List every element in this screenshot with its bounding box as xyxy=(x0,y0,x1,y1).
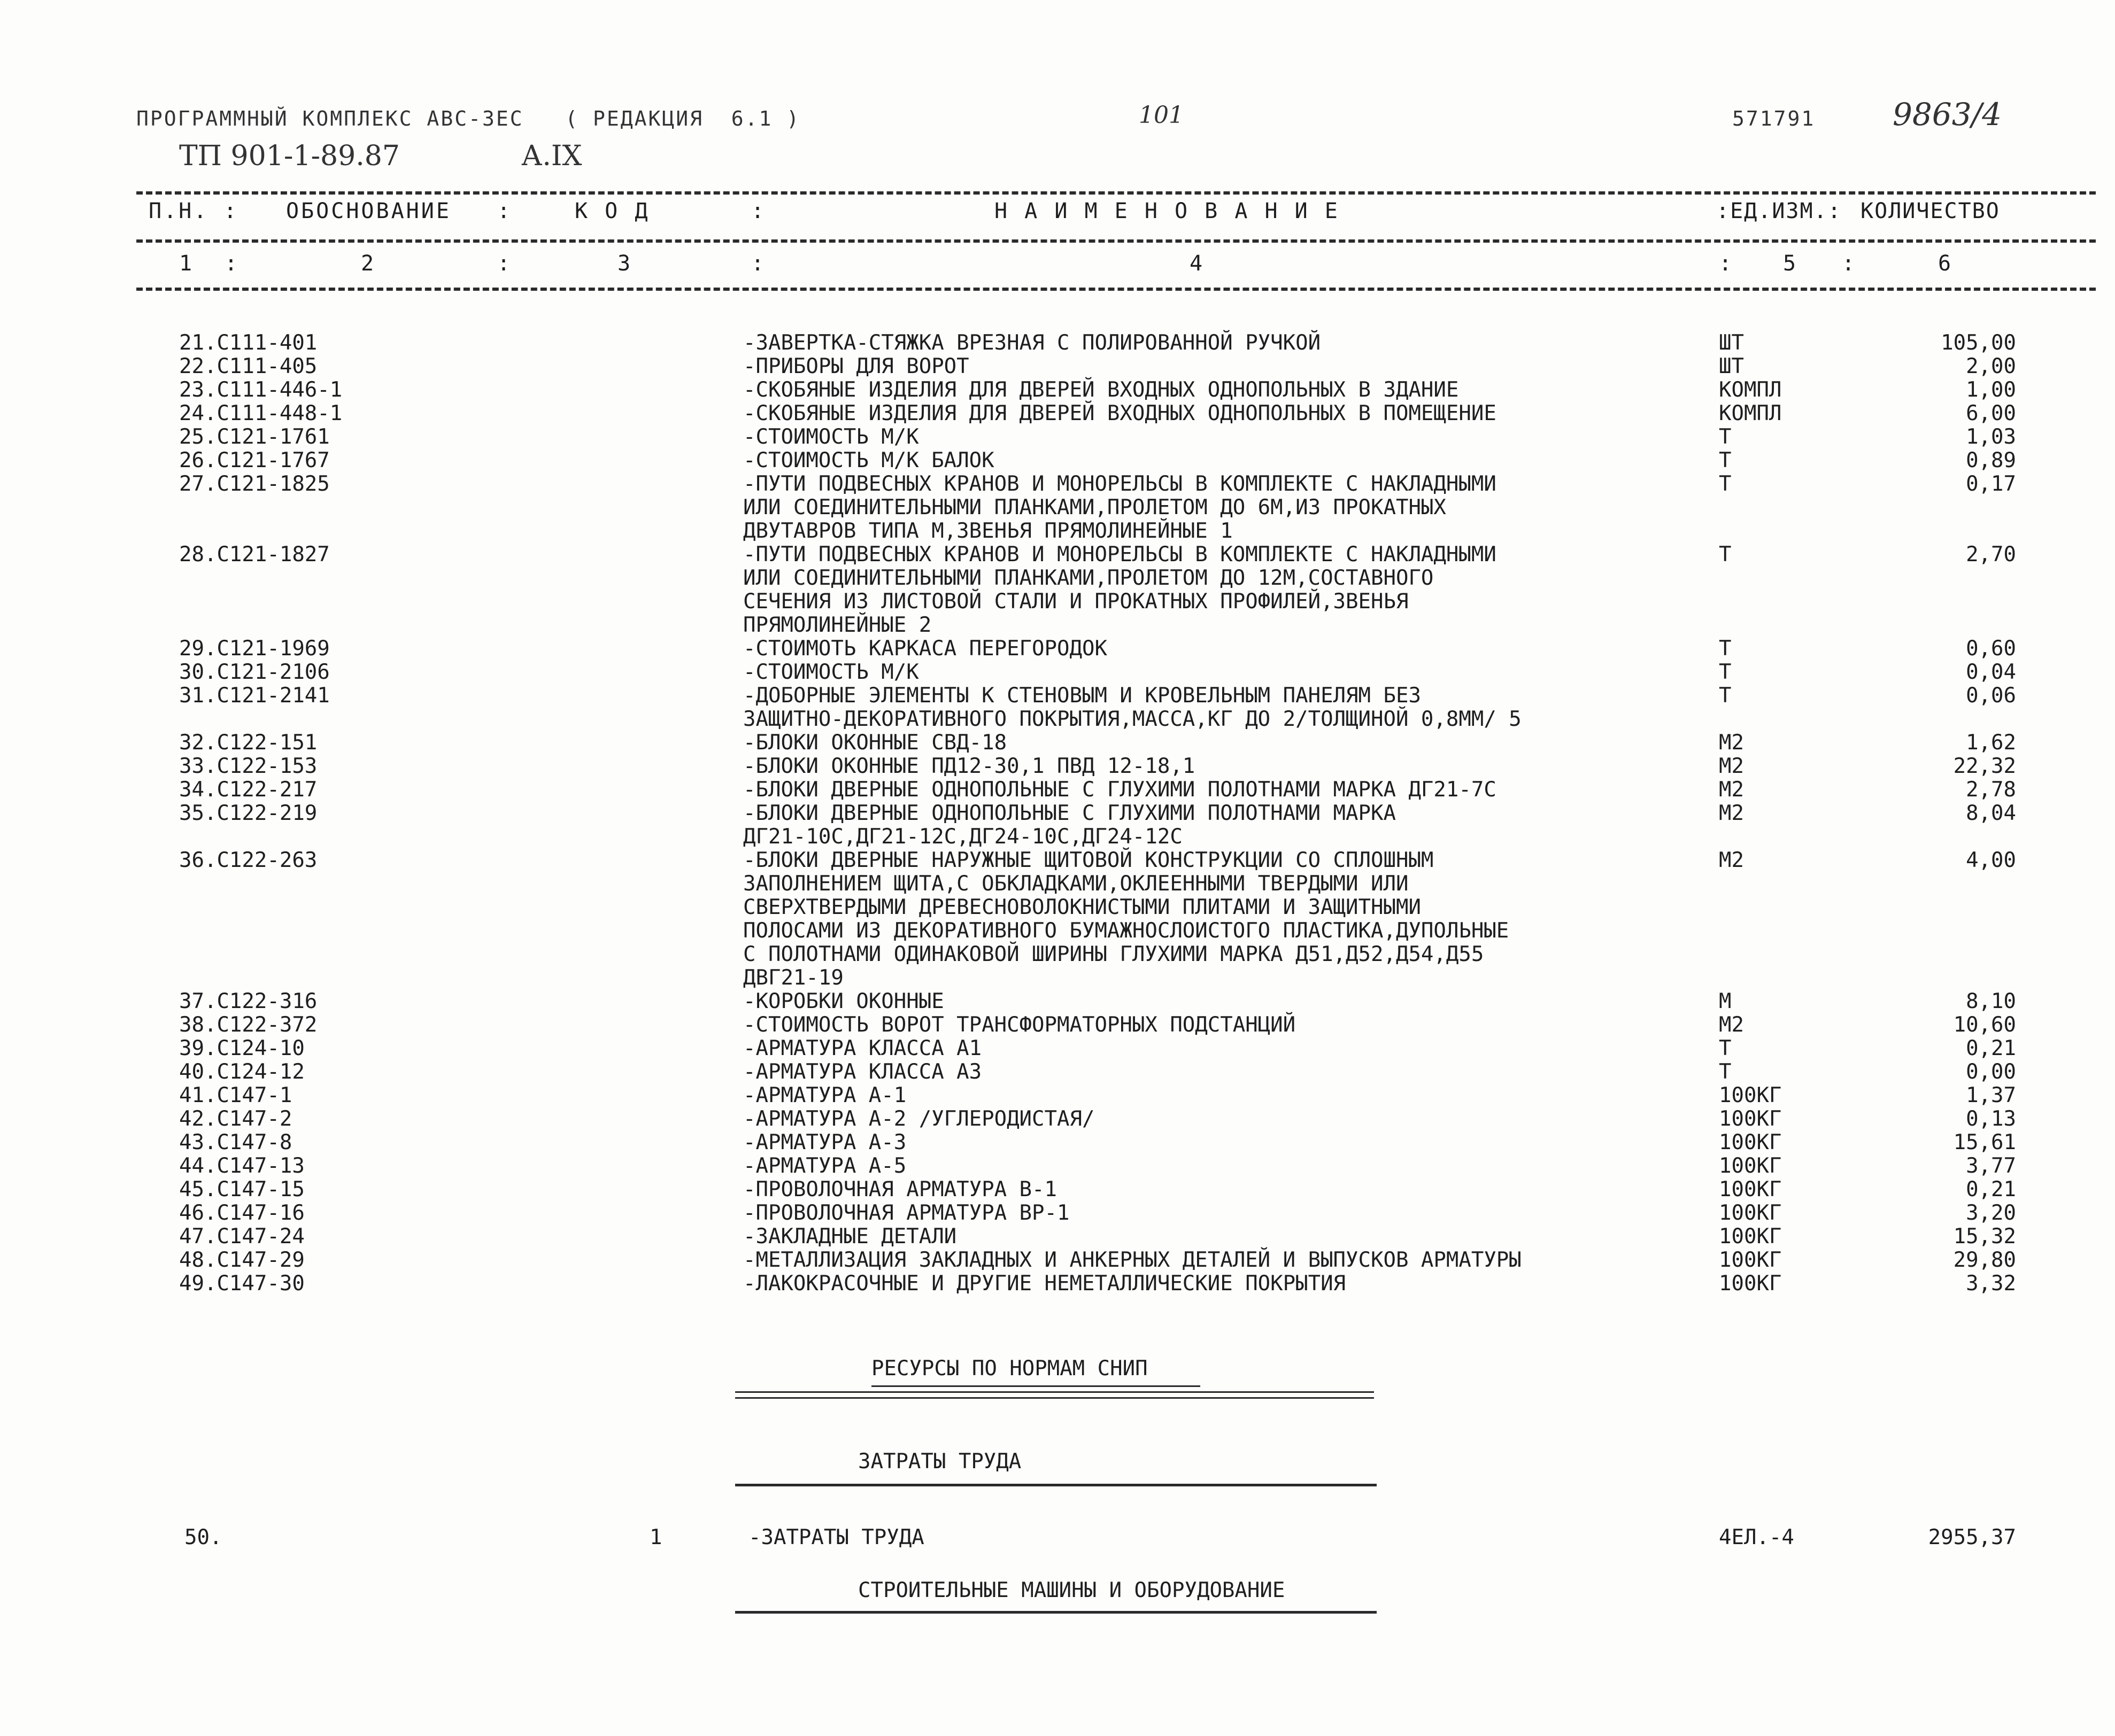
row-name-line: -АРМАТУРА А-5 xyxy=(743,1154,907,1178)
row-name xyxy=(743,355,1705,378)
row-name xyxy=(743,637,1705,661)
row-name xyxy=(743,543,1705,637)
row-basis: 42.C147-2 xyxy=(179,1107,292,1131)
row-unit: 100КГ xyxy=(1719,1272,1782,1296)
row-quantity: 105,00 xyxy=(1941,331,2016,355)
table-row xyxy=(0,378,2115,402)
table-row xyxy=(0,355,2115,378)
row-name-line: -СТОИМОТЬ КАРКАСА ПЕРЕГОРОДОК xyxy=(743,637,1107,661)
row-unit: М2 xyxy=(1719,731,1744,755)
row-quantity: 1,03 xyxy=(1966,425,2016,449)
col-number-sep: : xyxy=(1842,251,1855,276)
row-basis: 29.C121-1969 xyxy=(179,637,330,661)
table-row xyxy=(0,990,2115,1013)
album-number: А.IX xyxy=(521,140,582,172)
table-row xyxy=(0,637,2115,661)
row-unit: М2 xyxy=(1719,1013,1744,1037)
col-number-sep: : xyxy=(225,251,238,276)
row-basis: 46.C147-16 xyxy=(179,1201,305,1225)
col-header-unit: :ЕД.ИЗМ.: xyxy=(1716,199,1842,223)
row-quantity: 0,21 xyxy=(1966,1036,2016,1060)
row-basis: 48.C147-29 xyxy=(179,1248,305,1272)
labor-row-id: 50. xyxy=(184,1525,222,1549)
row-name-line: -ЗАВЕРТКА-СТЯЖКА ВРЕЗНАЯ С ПОЛИРОВАННОЙ РУЧКОЙ xyxy=(743,331,1321,355)
section-resources-double-rule xyxy=(735,1391,1374,1399)
row-name-line: -КОРОБКИ ОКОННЫЕ xyxy=(743,989,944,1013)
col-number-sep: : xyxy=(1719,251,1732,276)
col-number-3: 3 xyxy=(617,251,631,276)
row-name-line: -БЛОКИ ДВЕРНЫЕ ОДНОПОЛЬНЫЕ С ГЛУХИМИ ПОЛОТНАМИ МАРКА ДГ21-7С xyxy=(743,778,1496,802)
row-name-line: -ПУТИ ПОДВЕСНЫХ КРАНОВ И МОНОРЕЛЬСЫ В КОМПЛЕКТЕ С НАКЛАДНЫМИ xyxy=(743,472,1496,496)
row-unit: 100КГ xyxy=(1719,1177,1782,1202)
row-name xyxy=(743,1178,1705,1202)
header-rule-bottom xyxy=(136,288,2096,291)
row-name-line: -МЕТАЛЛИЗАЦИЯ ЗАКЛАДНЫХ И АНКЕРНЫХ ДЕТАЛЕЙ И ВЫПУСКОВ АРМАТУРЫ xyxy=(743,1248,1522,1272)
table-row xyxy=(0,472,2115,543)
row-quantity: 29,80 xyxy=(1953,1248,2016,1272)
row-basis: 31.C121-2141 xyxy=(179,684,330,708)
row-basis: 25.C121-1761 xyxy=(179,425,330,449)
row-name-line: -СТОИМОСТЬ М/К БАЛОК xyxy=(743,448,994,472)
row-name xyxy=(743,402,1705,425)
row-name-line: ПРЯМОЛИНЕЙНЫЕ 2 xyxy=(743,613,932,637)
section-labor-title: ЗАТРАТЫ ТРУДА xyxy=(858,1450,1022,1474)
row-basis: 35.C122-219 xyxy=(179,801,318,825)
row-basis: 39.C124-10 xyxy=(179,1036,305,1060)
col-number-5: 5 xyxy=(1783,251,1796,276)
table-row xyxy=(0,1060,2115,1084)
row-unit: 100КГ xyxy=(1719,1083,1782,1107)
table-row xyxy=(0,1084,2115,1107)
col-number-sep: : xyxy=(751,251,765,276)
row-quantity: 4,00 xyxy=(1966,848,2016,872)
row-unit: Т xyxy=(1719,660,1732,684)
row-unit: Т xyxy=(1719,1036,1732,1060)
row-unit: Т xyxy=(1719,684,1732,708)
col-header-code: К О Д xyxy=(575,199,650,223)
table-row xyxy=(0,1249,2115,1272)
row-name-line: ЗАПОЛНЕНИЕМ ЩИТА,С ОБКЛАДКАМИ,ОКЛЕЕННЫМИ ТВЕРДЫМИ ИЛИ xyxy=(743,872,1409,896)
table-row xyxy=(0,1272,2115,1296)
row-name-line: -СКОБЯНЫЕ ИЗДЕЛИЯ ДЛЯ ДВЕРЕЙ ВХОДНЫХ ОДНОПОЛЬНЫХ В ПОМЕЩЕНИЕ xyxy=(743,401,1496,425)
col-header-basis: ОБОСНОВАНИЕ xyxy=(286,199,451,223)
header-rule-top xyxy=(136,191,2096,195)
row-name xyxy=(743,1202,1705,1225)
col-header-qty: КОЛИЧЕСТВО xyxy=(1861,199,2000,223)
row-name-line: -ПУТИ ПОДВЕСНЫХ КРАНОВ И МОНОРЕЛЬСЫ В КОМПЛЕКТЕ С НАКЛАДНЫМИ xyxy=(743,542,1496,567)
labor-row-code: 1 xyxy=(650,1525,662,1549)
row-unit: 100КГ xyxy=(1719,1107,1782,1131)
document-code: 571791 xyxy=(1732,107,1816,130)
row-basis: 33.C122-153 xyxy=(179,754,318,778)
labor-row-quantity: 2955,37 xyxy=(1928,1525,2016,1549)
row-quantity: 1,00 xyxy=(1966,378,2016,402)
row-basis: 21.C111-401 xyxy=(179,331,318,355)
row-name-line: ИЛИ СОЕДИНИТЕЛЬНЫМИ ПЛАНКАМИ,ПРОЛЕТОМ ДО 12М,СОСТАВНОГО xyxy=(743,566,1434,590)
table-row xyxy=(0,1178,2115,1202)
section-labor-rule xyxy=(735,1484,1377,1486)
row-name xyxy=(743,472,1705,543)
row-unit: Т xyxy=(1719,637,1732,661)
row-basis: 23.C111-446-1 xyxy=(179,378,343,402)
row-quantity: 6,00 xyxy=(1966,401,2016,425)
row-name-line: ИЛИ СОЕДИНИТЕЛЬНЫМИ ПЛАНКАМИ,ПРОЛЕТОМ ДО 6М,ИЗ ПРОКАТНЫХ xyxy=(743,495,1446,520)
row-name xyxy=(743,1131,1705,1154)
row-quantity: 0,06 xyxy=(1966,684,2016,708)
row-unit: КОМПЛ xyxy=(1719,401,1782,425)
table-row xyxy=(0,661,2115,684)
row-unit: Т xyxy=(1719,542,1732,567)
row-unit: М2 xyxy=(1719,754,1744,778)
row-quantity: 22,32 xyxy=(1953,754,2016,778)
row-basis: 45.C147-15 xyxy=(179,1177,305,1202)
row-basis: 36.C122-263 xyxy=(179,848,318,872)
row-basis: 26.C121-1767 xyxy=(179,448,330,472)
row-name xyxy=(743,1013,1705,1037)
row-name-line: -БЛОКИ ОКОННЫЕ СВД-18 xyxy=(743,731,1007,755)
row-name-line: -АРМАТУРА А-1 xyxy=(743,1083,907,1107)
col-header-pn: П.Н. : xyxy=(149,199,239,223)
row-name-line: -БЛОКИ ДВЕРНЫЕ НАРУЖНЫЕ ЩИТОВОЙ КОНСТРУКЦИИ СО СПЛОШНЫМ xyxy=(743,848,1434,872)
row-name-line: ЗАЩИТНО-ДЕКОРАТИВНОГО ПОКРЫТИЯ,МАССА,КГ ДО 2/ТОЛЩИНОЙ 0,8ММ/ 5 xyxy=(743,707,1522,731)
row-name-line: -АРМАТУРА КЛАССА А1 xyxy=(743,1036,982,1060)
row-quantity: 15,61 xyxy=(1953,1130,2016,1154)
row-basis: 40.C124-12 xyxy=(179,1060,305,1084)
row-name-line: ДВГ21-19 xyxy=(743,966,844,990)
table-row xyxy=(0,731,2115,755)
labor-row-unit: 4ЕЛ.-4 xyxy=(1719,1525,1794,1549)
row-name-line: -БЛОКИ ДВЕРНЫЕ ОДНОПОЛЬНЫЕ С ГЛУХИМИ ПОЛОТНАМИ МАРКА xyxy=(743,801,1396,825)
row-basis: 47.C147-24 xyxy=(179,1224,305,1249)
row-name xyxy=(743,684,1705,731)
row-name-line: -ДОБОРНЫЕ ЭЛЕМЕНТЫ К СТЕНОВЫМ И КРОВЕЛЬНЫМ ПАНЕЛЯМ БЕЗ xyxy=(743,684,1421,708)
row-name xyxy=(743,1084,1705,1107)
row-name xyxy=(743,331,1705,355)
table-row xyxy=(0,802,2115,849)
table-row xyxy=(0,1154,2115,1178)
row-unit: Т xyxy=(1719,425,1732,449)
row-basis: 30.C121-2106 xyxy=(179,660,330,684)
section-resources-underline xyxy=(871,1385,1200,1387)
table-row xyxy=(0,755,2115,778)
row-unit: М2 xyxy=(1719,848,1744,872)
header-rule-middle xyxy=(136,239,2096,243)
row-quantity: 3,32 xyxy=(1966,1272,2016,1296)
row-name-line: -АРМАТУРА А-3 xyxy=(743,1130,907,1154)
table-row xyxy=(0,331,2115,355)
row-name xyxy=(743,778,1705,802)
row-name-line: -БЛОКИ ОКОННЫЕ ПД12-30,1 ПВД 12-18,1 xyxy=(743,754,1195,778)
row-unit: Т xyxy=(1719,448,1732,472)
row-basis: 38.C122-372 xyxy=(179,1013,318,1037)
row-name-line: -ПРИБОРЫ ДЛЯ ВОРОТ xyxy=(743,354,969,378)
table-row xyxy=(0,1107,2115,1131)
row-quantity: 2,70 xyxy=(1966,542,2016,567)
row-name xyxy=(743,425,1705,449)
row-name xyxy=(743,849,1705,990)
row-unit: Т xyxy=(1719,472,1732,496)
row-basis: 32.C122-151 xyxy=(179,731,318,755)
row-quantity: 0,00 xyxy=(1966,1060,2016,1084)
table-row xyxy=(0,1202,2115,1225)
row-name xyxy=(743,1107,1705,1131)
col-number-6: 6 xyxy=(1938,251,1951,276)
col-number-2: 2 xyxy=(361,251,374,276)
row-name-line: ПОЛОСАМИ ИЗ ДЕКОРАТИВНОГО БУМАЖНОСЛОИСТОГО ПЛАСТИКА,ДУПОЛЬНЫЕ xyxy=(743,919,1509,943)
row-basis: 49.C147-30 xyxy=(179,1272,305,1296)
section-machines-title: СТРОИТЕЛЬНЫЕ МАШИНЫ И ОБОРУДОВАНИЕ xyxy=(858,1578,1285,1602)
row-quantity: 3,20 xyxy=(1966,1201,2016,1225)
row-name xyxy=(743,449,1705,472)
row-unit: 100КГ xyxy=(1719,1201,1782,1225)
col-header-sep-1: : xyxy=(497,199,513,223)
row-basis: 43.C147-8 xyxy=(179,1130,292,1154)
table-row xyxy=(0,402,2115,425)
row-name xyxy=(743,755,1705,778)
row-name xyxy=(743,1060,1705,1084)
row-name-line: С ПОЛОТНАМИ ОДИНАКОВОЙ ШИРИНЫ ГЛУХИМИ МАРКА Д51,Д52,Д54,Д55 xyxy=(743,942,1484,966)
row-quantity: 8,10 xyxy=(1966,989,2016,1013)
row-basis: 24.C111-448-1 xyxy=(179,401,343,425)
row-name-line: -СТОИМОСТЬ М/К xyxy=(743,660,919,684)
row-name xyxy=(743,378,1705,402)
section-resources-title: РЕСУРСЫ ПО НОРМАМ СНИП xyxy=(871,1357,1148,1381)
row-name-line: -ЛАКОКРАСОЧНЫЕ И ДРУГИЕ НЕМЕТАЛЛИЧЕСКИЕ ПОКРЫТИЯ xyxy=(743,1272,1346,1296)
row-unit: КОМПЛ xyxy=(1719,378,1782,402)
row-name xyxy=(743,990,1705,1013)
col-header-sep-2: : xyxy=(751,199,767,223)
table-row xyxy=(0,1225,2115,1249)
table-row xyxy=(0,778,2115,802)
col-number-sep: : xyxy=(497,251,511,276)
row-quantity: 0,21 xyxy=(1966,1177,2016,1202)
row-quantity: 0,04 xyxy=(1966,660,2016,684)
row-quantity: 0,17 xyxy=(1966,472,2016,496)
row-name-line: ДГ21-10С,ДГ21-12С,ДГ24-10С,ДГ24-12С xyxy=(743,825,1183,849)
row-name-line: -АРМАТУРА КЛАССА А3 xyxy=(743,1060,982,1084)
table-row xyxy=(0,1037,2115,1060)
row-basis: 22.C111-405 xyxy=(179,354,318,378)
section-machines-rule xyxy=(735,1611,1377,1614)
table-row xyxy=(0,1013,2115,1037)
program-title: ПРОГРАММНЫЙ КОМПЛЕКС АВС-3ЕС ( РЕДАКЦИЯ 6.1 ) xyxy=(136,107,801,130)
row-name-line: -АРМАТУРА А-2 /УГЛЕРОДИСТАЯ/ xyxy=(743,1107,1095,1131)
row-basis: 41.C147-1 xyxy=(179,1083,292,1107)
row-name xyxy=(743,1037,1705,1060)
row-name xyxy=(743,1249,1705,1272)
row-basis: 44.C147-13 xyxy=(179,1154,305,1178)
row-name xyxy=(743,1272,1705,1296)
row-name-line: -ПРОВОЛОЧНАЯ АРМАТУРА В-1 xyxy=(743,1177,1057,1202)
row-name-line: -СКОБЯНЫЕ ИЗДЕЛИЯ ДЛЯ ДВЕРЕЙ ВХОДНЫХ ОДНОПОЛЬНЫХ В ЗДАНИЕ xyxy=(743,378,1459,402)
row-unit: 100КГ xyxy=(1719,1248,1782,1272)
row-unit: 100КГ xyxy=(1719,1224,1782,1249)
row-name xyxy=(743,802,1705,849)
row-basis: 28.C121-1827 xyxy=(179,542,330,567)
row-name-line: -ЗАКЛАДНЫЕ ДЕТАЛИ xyxy=(743,1224,957,1249)
row-quantity: 2,00 xyxy=(1966,354,2016,378)
row-quantity: 0,60 xyxy=(1966,637,2016,661)
row-name-line: СВЕРХТВЕРДЫМИ ДРЕВЕСНОВОЛОКНИСТЫМИ ПЛИТАМИ И ЗАЩИТНЫМИ xyxy=(743,895,1421,919)
row-name xyxy=(743,661,1705,684)
row-name xyxy=(743,731,1705,755)
row-unit: ШТ xyxy=(1719,354,1744,378)
row-unit: Т xyxy=(1719,1060,1732,1084)
row-basis: 27.C121-1825 xyxy=(179,472,330,496)
row-name xyxy=(743,1154,1705,1178)
row-unit: 100КГ xyxy=(1719,1130,1782,1154)
row-basis: 37.C122-316 xyxy=(179,989,318,1013)
row-unit: ШТ xyxy=(1719,331,1744,355)
table-row xyxy=(0,684,2115,731)
labor-row-name: -ЗАТРАТЫ ТРУДА xyxy=(748,1525,924,1549)
row-name-line: -ПРОВОЛОЧНАЯ АРМАТУРА ВР-1 xyxy=(743,1201,1070,1225)
row-quantity: 0,89 xyxy=(1966,448,2016,472)
row-basis: 34.C122-217 xyxy=(179,778,318,802)
project-number: ТП 901-1-89.87 xyxy=(179,140,400,172)
row-quantity: 1,37 xyxy=(1966,1083,2016,1107)
row-quantity: 1,62 xyxy=(1966,731,2016,755)
handwritten-reference: 9863/4 xyxy=(1893,96,2002,133)
col-number-1: 1 xyxy=(179,251,192,276)
row-quantity: 0,13 xyxy=(1966,1107,2016,1131)
row-name-line: -СТОИМОСТЬ М/К xyxy=(743,425,919,449)
page-number: 101 xyxy=(1139,102,1184,129)
row-name-line: ДВУТАВРОВ ТИПА М,ЗВЕНЬЯ ПРЯМОЛИНЕЙНЫЕ 1 xyxy=(743,519,1233,543)
row-quantity: 15,32 xyxy=(1953,1224,2016,1249)
col-header-name: Н А И М Е Н О В А Н И Е xyxy=(994,199,1340,223)
row-quantity: 3,77 xyxy=(1966,1154,2016,1178)
row-quantity: 8,04 xyxy=(1966,801,2016,825)
row-name-line: -СТОИМОСТЬ ВОРОТ ТРАНСФОРМАТОРНЫХ ПОДСТАНЦИЙ xyxy=(743,1013,1296,1037)
row-name xyxy=(743,1225,1705,1249)
table-row xyxy=(0,449,2115,472)
row-quantity: 2,78 xyxy=(1966,778,2016,802)
row-unit: М xyxy=(1719,989,1732,1013)
table-row xyxy=(0,543,2115,637)
row-quantity: 10,60 xyxy=(1953,1013,2016,1037)
table-row xyxy=(0,1131,2115,1154)
table-row xyxy=(0,849,2115,990)
row-unit: 100КГ xyxy=(1719,1154,1782,1178)
row-unit: М2 xyxy=(1719,778,1744,802)
table-row xyxy=(0,425,2115,449)
row-name-line: СЕЧЕНИЯ ИЗ ЛИСТОВОЙ СТАЛИ И ПРОКАТНЫХ ПРОФИЛЕЙ,ЗВЕНЬЯ xyxy=(743,590,1409,614)
labor-row xyxy=(0,1526,2115,1553)
col-number-4: 4 xyxy=(1190,251,1203,276)
row-unit: М2 xyxy=(1719,801,1744,825)
